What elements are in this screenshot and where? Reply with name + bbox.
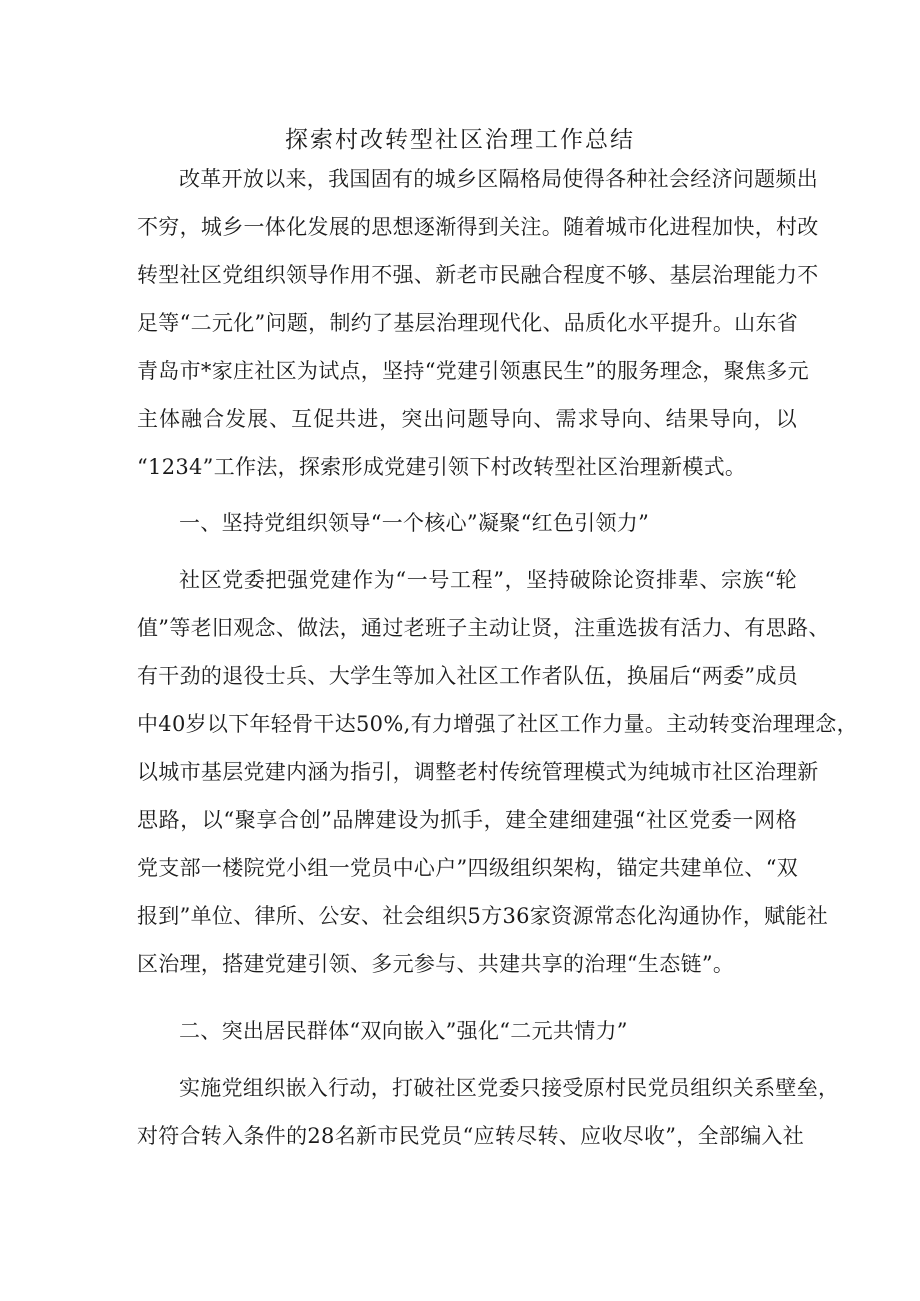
section-1-line-1: 社区党委把强党建作为“一号工程”，坚持破除论资排辈、宗族“轮 [179, 568, 797, 592]
section-2-heading: 二、突出居民群体“双向嵌入”强化“二元共情力” [179, 1019, 628, 1043]
section-1-line-9: 区治理，搭建党建引领、多元参与、共建共享的治理“生态链”。 [137, 952, 735, 976]
intro-line-3: 转型社区党组织领导作用不强、新老市民融合程度不够、基层治理能力不 [137, 263, 819, 287]
intro-line-2: 不穷，城乡一体化发展的思想逐渐得到关注。随着城市化进程加快，村改 [137, 215, 819, 239]
intro-line-4: 足等“二元化”问题，制约了基层治理现代化、品质化水平提升。山东省 [137, 311, 799, 335]
section-2-line-2: 对符合转入条件的28名新市民党员“应转尽转、应收尽收”，全部编入社 [137, 1124, 805, 1148]
intro-line-5: 青岛市*家庄社区为试点，坚持“党建引领惠民生”的服务理念，聚焦多元 [137, 359, 809, 383]
section-1-line-2: 值”等老旧观念、做法，通过老班子主动让贤，注重选拔有活力、有思路、 [137, 616, 830, 640]
section-1-line-7: 党支部一楼院党小组一党员中心户”四级组织架构，锚定共建单位、“双 [137, 856, 799, 880]
section-1-line-5: 以城市基层党建内涵为指引，调整老村传统管理模式为纯城市社区治理新 [137, 760, 819, 784]
section-1-line-8: 报到”单位、律所、公安、社会组织5方36家资源常态化沟通协作，赋能社 [137, 904, 829, 928]
section-1-heading: 一、坚持党组织领导“一个核心”凝聚“红色引领力” [179, 511, 650, 535]
intro-line-1: 改革开放以来，我国固有的城乡区隔格局使得各种社会经济问题频出 [179, 167, 818, 191]
document-title: 探索村改转型社区治理工作总结 [285, 127, 635, 153]
section-1-line-6: 思路，以“聚享合创”品牌建设为抓手，建全建细建强“社区党委一网格 [137, 808, 797, 832]
section-1-line-3: 有干劲的退役士兵、大学生等加入社区工作者队伍，换届后“两委”成员 [137, 664, 799, 688]
intro-line-6: 主体融合发展、互促共进，突出问题导向、需求导向、结果导向，以 [137, 407, 797, 431]
intro-line-7: “1234”工作法，探索形成党建引领下村改转型社区治理新模式。 [137, 455, 747, 479]
section-2-line-1: 实施党组织嵌入行动，打破社区党委只接受原村民党员组织关系壁垒， [179, 1076, 840, 1100]
section-1-line-4: 中40岁以下年轻骨干达50%,有力增强了社区工作力量。主动转变治理理念， [137, 712, 858, 736]
